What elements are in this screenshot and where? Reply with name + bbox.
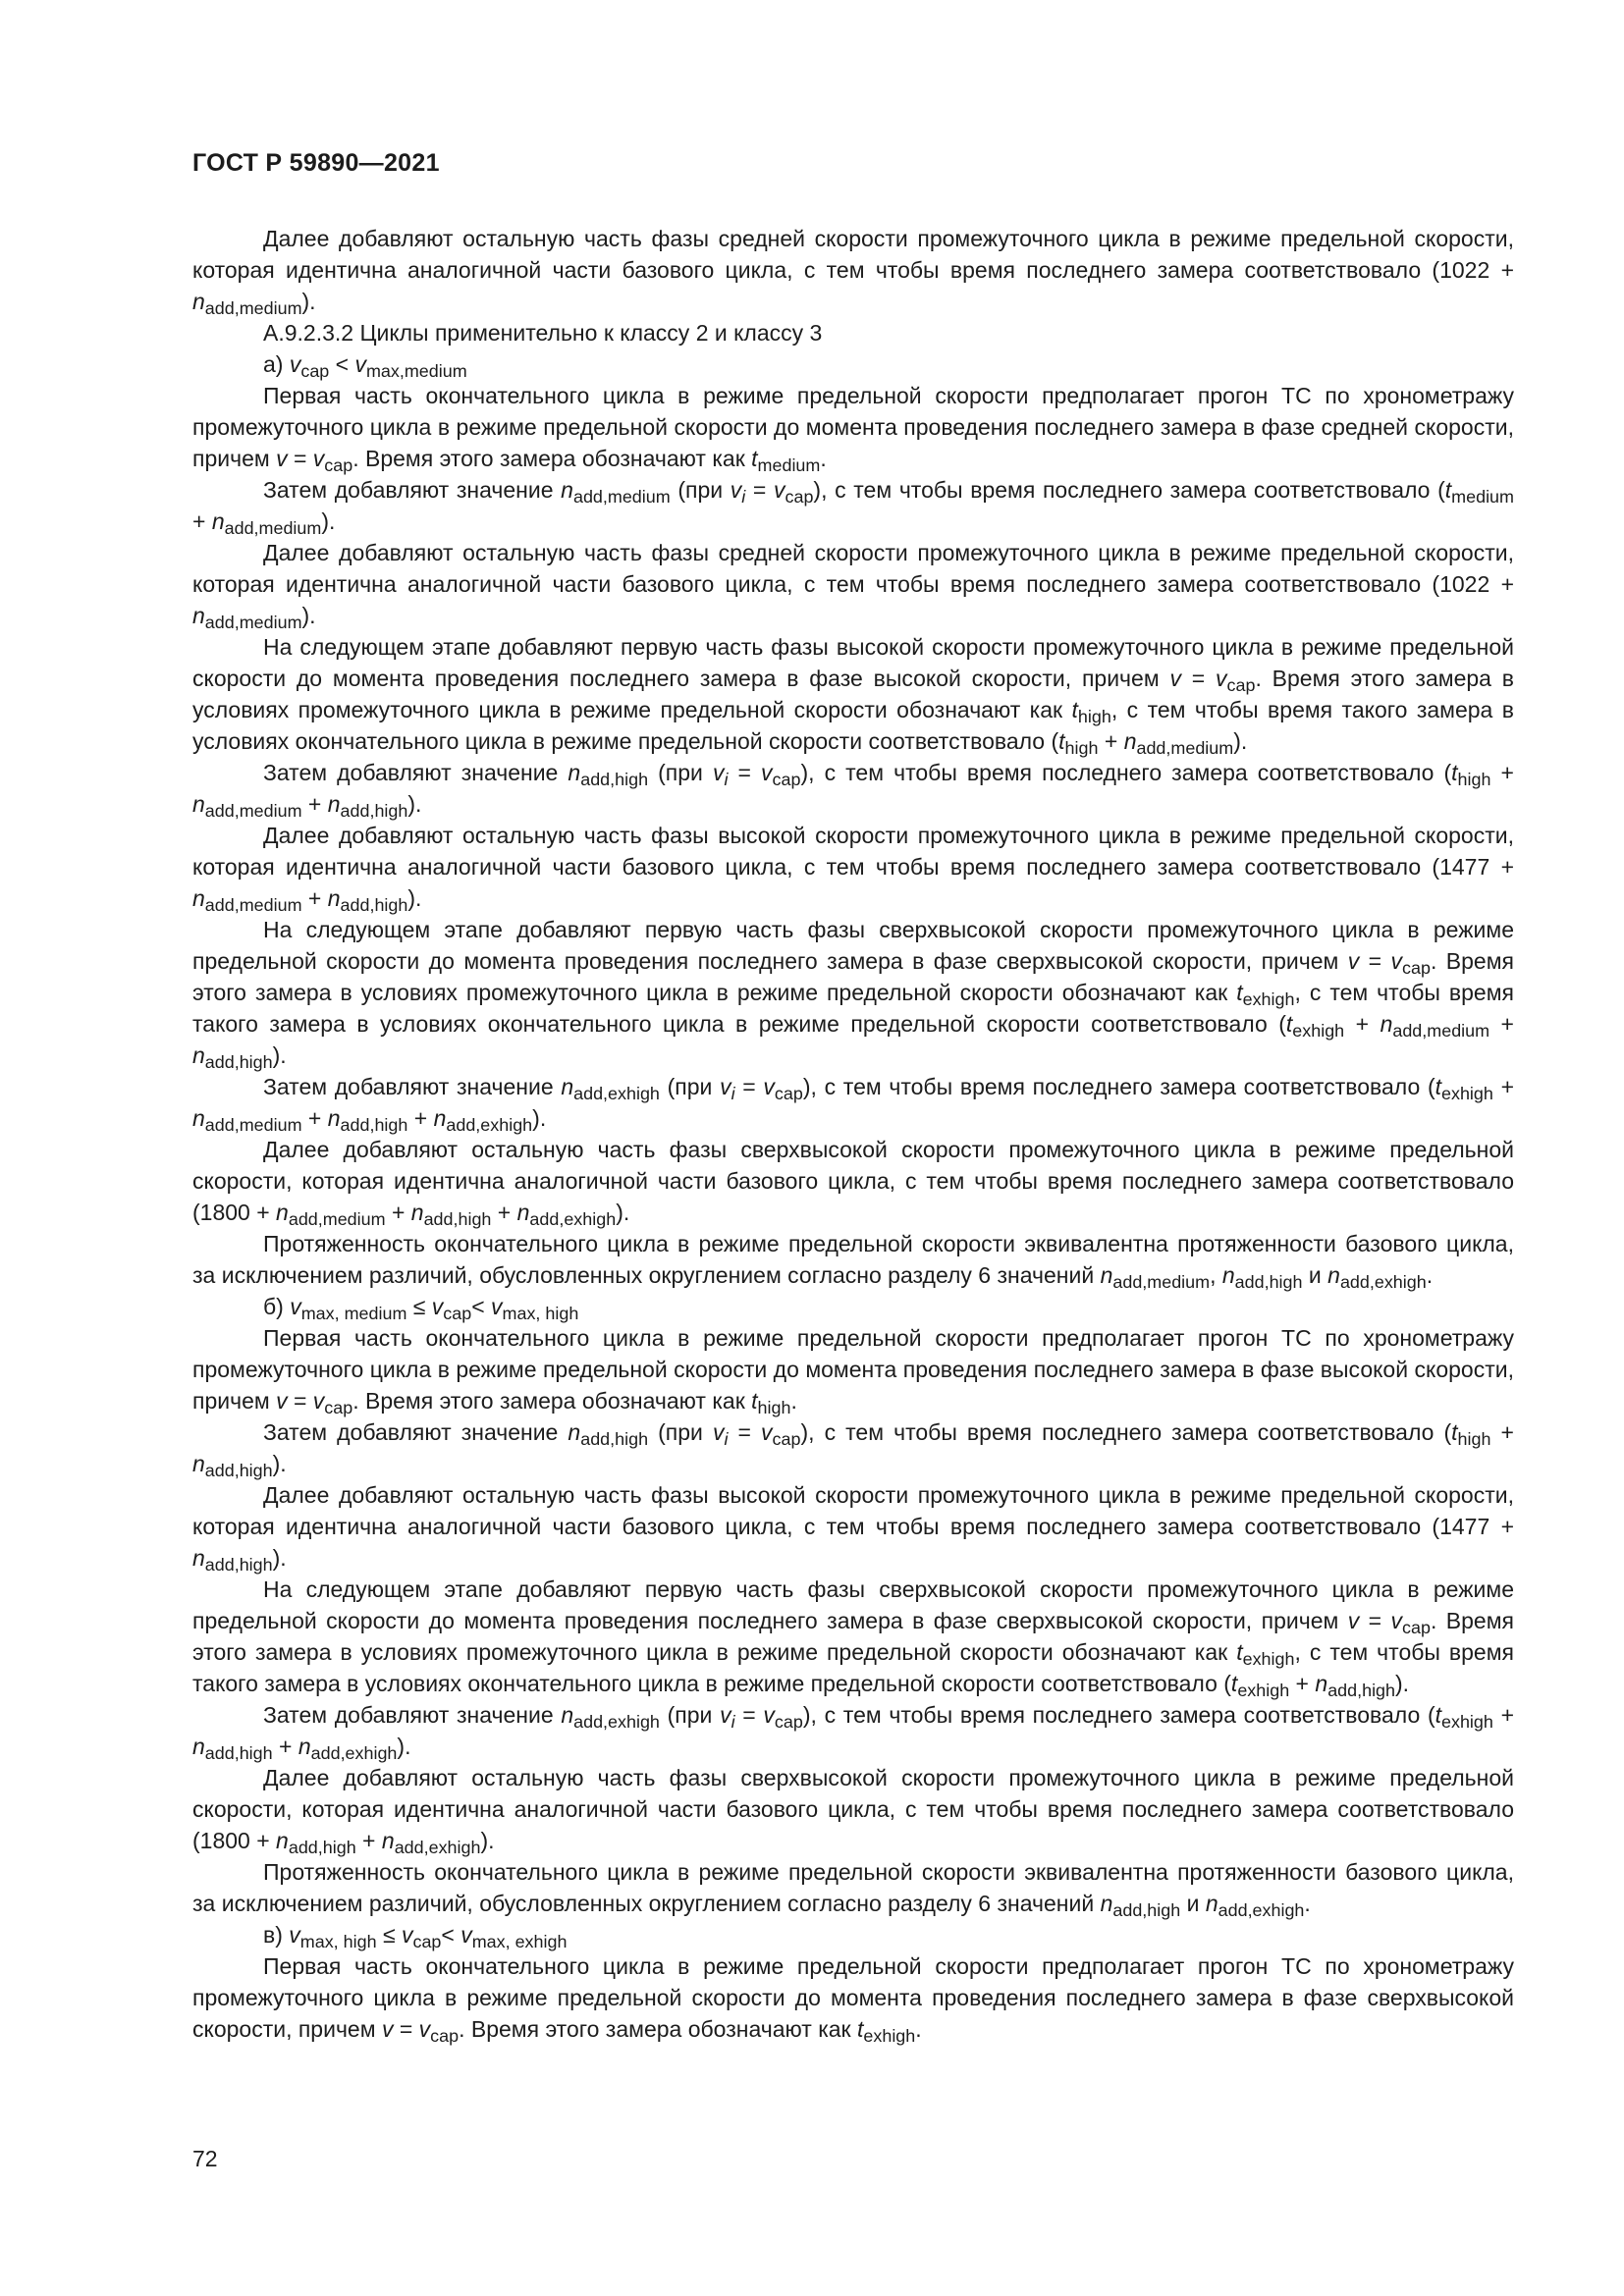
paragraph: На следующем этапе добавляют первую часть фазы высокой скорости промежуточного цикла в режиме предельной скорости до момента проведения последнего замера в фазе высокой скорости, причем $v = v_{cap}$. Время этого замера в условиях промежуточного цикла в режиме предельной скорости обозначают как $t_{high}$, с тем чтобы время такого замера в условиях окончательного цикла в режиме предельной скорости соответствовало $(t_{high} + n_{add,medium})$. — [192, 634, 1514, 759]
paragraph: Далее добавляют остальную часть фазы средней скорости промежуточного цикла в режиме предельной скорости, которая идентична аналогичной части базового цикла, с тем чтобы время последнего замера соответствовало $(1022 + n_{add,medium})$. — [192, 226, 1514, 319]
paragraph: На следующем этапе добавляют первую часть фазы сверхвысокой скорости промежуточного цикла в режиме предельной скорости до момента проведения последнего замера в фазе сверхвысокой скорости, причем $v = v_{cap}$. Время этого замера в условиях промежуточного цикла в режиме предельной скорости обозначают как $t_{exhigh}$, с тем чтобы время такого замера в условиях окончательного цикла в режиме предельной скорости соответствовало $(t_{exhigh} + n_{add,medium} + n_{add,high})$. — [192, 917, 1514, 1073]
paragraph: Протяженность окончательного цикла в режиме предельной скорости эквивалентна протяженности базового цикла, за исключением различий, обусловленных округлением согласно разделу 6 значений $n_{add,medium}$, $n_{add,high}$ и $n_{add,exhigh}$. — [192, 1231, 1514, 1293]
page-number: 72 — [192, 2146, 218, 2171]
paragraph: Далее добавляют остальную часть фазы высокой скорости промежуточного цикла в режиме предельной скорости, которая идентична аналогичной части базового цикла, с тем чтобы время последнего замера соответствовало $(1477 + n_{add,medium} + n_{add,high})$. — [192, 823, 1514, 916]
paragraph: Первая часть окончательного цикла в режиме предельной скорости предполагает прогон ТС по хронометражу промежуточного цикла в режиме предельной скорости до момента проведения последнего замера в фазе сверхвысокой скорости, причем $v = v_{cap}$. Время этого замера обозначают как $t_{exhigh}$. — [192, 1953, 1514, 2047]
paragraph: а) $v_{cap} < v_{max,medium}$ — [263, 351, 467, 382]
paragraph: Затем добавляют значение $n_{add,medium}$ (при $v_i = v_{cap}$), с тем чтобы время последнего замера соответствовало $(t_{medium} + n_{add,medium})$. — [192, 477, 1514, 539]
paragraph: Затем добавляют значение $n_{add,high}$ (при $v_i = v_{cap}$), с тем чтобы время последнего замера соответствовало $(t_{high} + n_{add,medium} + n_{add,high})$. — [192, 760, 1514, 822]
paragraph: Затем добавляют значение $n_{add,high}$ (при $v_i = v_{cap}$), с тем чтобы время последнего замера соответствовало $(t_{high} + n_{add,high})$. — [192, 1419, 1514, 1481]
paragraph: Первая часть окончательного цикла в режиме предельной скорости предполагает прогон ТС по хронометражу промежуточного цикла в режиме предельной скорости до момента проведения последнего замера в фазе средней скорости, причем $v = v_{cap}$. Время этого замера обозначают как $t_{medium}$. — [192, 383, 1514, 476]
paragraph: Затем добавляют значение $n_{add,exhigh}$ (при $v_i = v_{cap}$), с тем чтобы время последнего замера соответствовало $(t_{exhigh} + n_{add,medium} + n_{add,high} + n_{add,exhigh})$. — [192, 1074, 1514, 1136]
paragraph: б) $v_{max, medium} \le v_{cap}< v_{max, high}$ — [263, 1294, 579, 1324]
paragraph: Затем добавляют значение $n_{add,exhigh}$ (при $v_i = v_{cap}$), с тем чтобы время последнего замера соответствовало $(t_{exhigh} + n_{add,high} + n_{add,exhigh})$. — [192, 1702, 1514, 1764]
document-body — [192, 223, 1514, 2045]
paragraph: На следующем этапе добавляют первую часть фазы сверхвысокой скорости промежуточного цикла в режиме предельной скорости до момента проведения последнего замера в фазе сверхвысокой скорости, причем $v = v_{cap}$. Время этого замера в условиях промежуточного цикла в режиме предельной скорости обозначают как $t_{exhigh}$, с тем чтобы время такого замера в условиях окончательного цикла в режиме предельной скорости соответствовало $(t_{exhigh} + n_{add,high})$. — [192, 1576, 1514, 1701]
document-header: ГОСТ Р 59890—2021 — [192, 149, 440, 177]
paragraph: А.9.2.3.2 Циклы применительно к классу 2 и классу 3 — [263, 320, 823, 346]
paragraph: Далее добавляют остальную часть фазы сверхвысокой скорости промежуточного цикла в режиме предельной скорости, которая идентична аналогичной части базового цикла, с тем чтобы время последнего замера соответствовало $(1800 + n_{add,medium} + n_{add,high} + n_{add,exhigh})$. — [192, 1137, 1514, 1230]
paragraph: Далее добавляют остальную часть фазы высокой скорости промежуточного цикла в режиме предельной скорости, которая идентична аналогичной части базового цикла, с тем чтобы время последнего замера соответствовало $(1477 + n_{add,high})$. — [192, 1482, 1514, 1575]
paragraph: Первая часть окончательного цикла в режиме предельной скорости предполагает прогон ТС по хронометражу промежуточного цикла в режиме предельной скорости до момента проведения последнего замера в фазе высокой скорости, причем $v = v_{cap}$. Время этого замера обозначают как $t_{high}$. — [192, 1325, 1514, 1418]
paragraph: в) $v_{max, high} \le v_{cap}< v_{max, exhigh}$ — [263, 1922, 568, 1952]
paragraph: Далее добавляют остальную часть фазы сверхвысокой скорости промежуточного цикла в режиме предельной скорости, которая идентична аналогичной части базового цикла, с тем чтобы время последнего замера соответствовало $(1800 + n_{add,high} + n_{add,exhigh})$. — [192, 1765, 1514, 1858]
paragraph: Далее добавляют остальную часть фазы средней скорости промежуточного цикла в режиме предельной скорости, которая идентична аналогичной части базового цикла, с тем чтобы время последнего замера соответствовало $(1022 + n_{add,medium})$. — [192, 540, 1514, 633]
paragraph: Протяженность окончательного цикла в режиме предельной скорости эквивалентна протяженности базового цикла, за исключением различий, обусловленных округлением согласно разделу 6 значений $n_{add,high}$ и $n_{add,exhigh}$. — [192, 1859, 1514, 1921]
